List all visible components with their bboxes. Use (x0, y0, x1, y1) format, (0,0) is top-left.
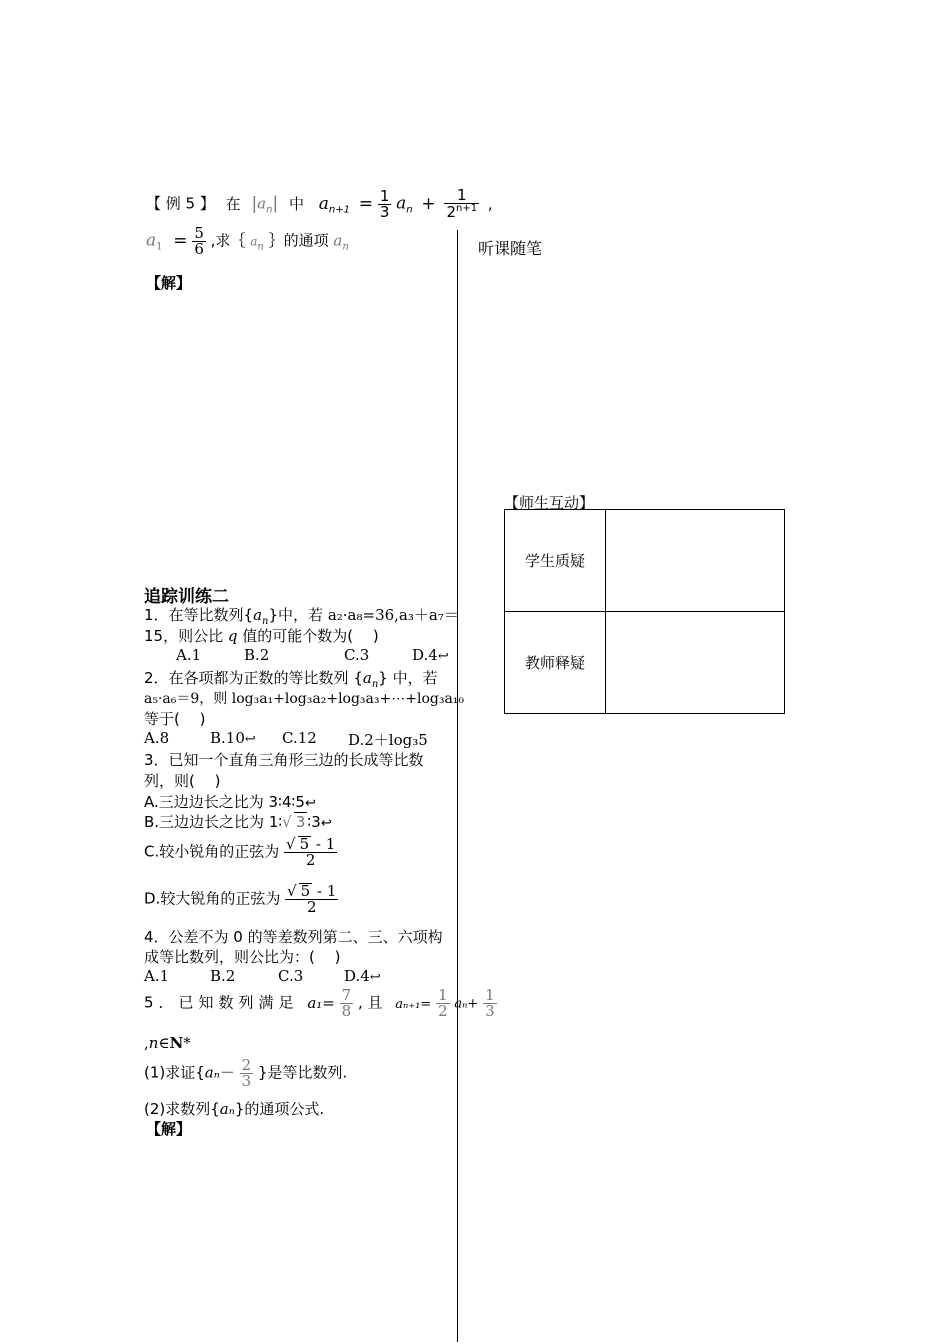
q4-option-a[interactable]: A.1 (144, 967, 170, 985)
question-5-part-2: (2)求数列{aₙ}的通项公式. (144, 1100, 325, 1118)
question-3-line-1: 3．已知一个直角三角形三边的长成等比数 (144, 751, 424, 769)
question-1-line-2: 15，则公比 q 值的可能个数为( ) (144, 627, 379, 645)
fraction-one-half: $\frac{1}{2}$ (438, 986, 448, 1020)
example-5-line-1: 【 例 5 】 在 $|a_n|$ 中 $a_{n+1}$ = $\frac{1}{3}$ $a_n$ + $\frac{1}{2^{n+1}}$ , (146, 186, 493, 221)
q3-option-d[interactable]: D.较大锐角的正弦为 $\frac{√ 5 - 1}{2}$ (144, 882, 337, 916)
fraction-one-third: $\frac{1}{3}$ (485, 986, 495, 1020)
q1-option-c[interactable]: C.3 (344, 646, 370, 664)
question-5-part-1: (1)求证{aₙ－ $\frac{2}{3}$ }是等比数列. (144, 1056, 348, 1090)
interaction-heading: 【师生互动】 (504, 494, 595, 512)
question-4-line-2: 成等比数列，则公比为：( ) (144, 948, 341, 966)
mark-icon: ↩ (320, 816, 332, 831)
question-4-line-1: 4．公差不为 0 的等差数列第二、三、六项构 (144, 928, 443, 946)
question-4-options (144, 967, 381, 985)
q1-option-a[interactable]: A.1 (176, 646, 202, 664)
question-5-line-1: 5．已知数列满足 a₁= $\frac{7}{8}$ , 且 aₙ₊₁= $\frac{1}{2}$ aₙ+ $\frac{1}{3}$ (144, 986, 495, 1020)
q2-option-a[interactable]: A.8 (144, 729, 170, 747)
fraction-five-sixths: $\frac{5}{6}$ (194, 224, 204, 258)
mark-icon: ↩ (304, 796, 316, 811)
fraction-sqrt5-minus-1-over-2: $\frac{√ 5 - 1}{2}$ (287, 882, 337, 916)
student-question-cell[interactable] (606, 510, 785, 612)
q3-option-a[interactable]: A.三边边长之比为 3∶4∶5↩ (144, 793, 316, 811)
example-5-line-2: $a_1$ = $\frac{5}{6}$ ,求｛ $a_n$ ｝的通项 $a_n$ (146, 224, 349, 258)
question-2-line-1: 2．在各项都为正数的等比数列 $\{a_n\}$ 中，若 (144, 669, 438, 690)
q1-option-d[interactable]: D.4↩ (412, 646, 449, 664)
fraction-one-over-2n1: $\frac{1}{2^{n+1}}$ (446, 186, 478, 221)
fraction-one-third: $\frac{1}{3}$ (379, 186, 390, 221)
q4-option-d[interactable]: D.4↩ (344, 967, 381, 985)
question-5-solution-label: 【解】 (146, 1120, 192, 1138)
teacher-answer-label: 教师释疑 (505, 612, 606, 714)
q4-option-b[interactable]: B.2 (210, 967, 236, 985)
question-5-line-2: ,n∈N* (144, 1034, 191, 1052)
q3-option-b[interactable]: B.三边边长之比为 1∶√ 3 ∶3↩ (144, 813, 332, 831)
q4-option-c[interactable]: C.3 (278, 967, 304, 985)
q1-option-b[interactable]: B.2 (244, 646, 270, 664)
q2-option-c[interactable]: C.12 (282, 729, 317, 747)
column-divider (457, 230, 458, 1342)
question-1-options (176, 646, 449, 664)
notes-heading: 听课随笔 (478, 239, 543, 258)
q3-option-c[interactable]: C.较小锐角的正弦为 $\frac{√ 5 - 1}{2}$ (144, 835, 336, 869)
fraction-sqrt5-minus-1-over-2: $\frac{√ 5 - 1}{2}$ (286, 835, 336, 869)
question-2-line-2: a₅·a₆＝9，则 log₃a₁+log₃a₂+log₃a₃+⋯+log₃a₁₀ (144, 691, 465, 707)
question-3-line-2: 列，则( ) (144, 772, 221, 790)
fraction-seven-eighths: $\frac{7}{8}$ (341, 986, 352, 1020)
training-title: 追踪训练二 (144, 587, 229, 607)
interaction-table (504, 509, 785, 714)
q2-option-b[interactable]: B.10↩ (210, 729, 256, 747)
example-5-solution-label: 【解】 (146, 274, 192, 292)
q2-option-d[interactable]: D.2＋log₃5 (348, 731, 428, 749)
mark-icon: ↩ (369, 970, 381, 985)
teacher-answer-cell[interactable] (606, 612, 785, 714)
mark-icon: ↩ (244, 732, 256, 747)
question-2-options (144, 729, 428, 749)
example-label: 【 例 5 】 (146, 194, 215, 213)
question-1-line-1: 1．在等比数列$\{a_n\}$中，若 a₂·a₈=36,a₃＋a₇＝ (144, 606, 459, 627)
fraction-two-thirds: $\frac{2}{3}$ (241, 1056, 252, 1090)
mark-icon: ↩ (437, 649, 449, 664)
question-2-line-3: 等于( ) (144, 710, 206, 728)
student-question-label: 学生质疑 (505, 510, 606, 612)
